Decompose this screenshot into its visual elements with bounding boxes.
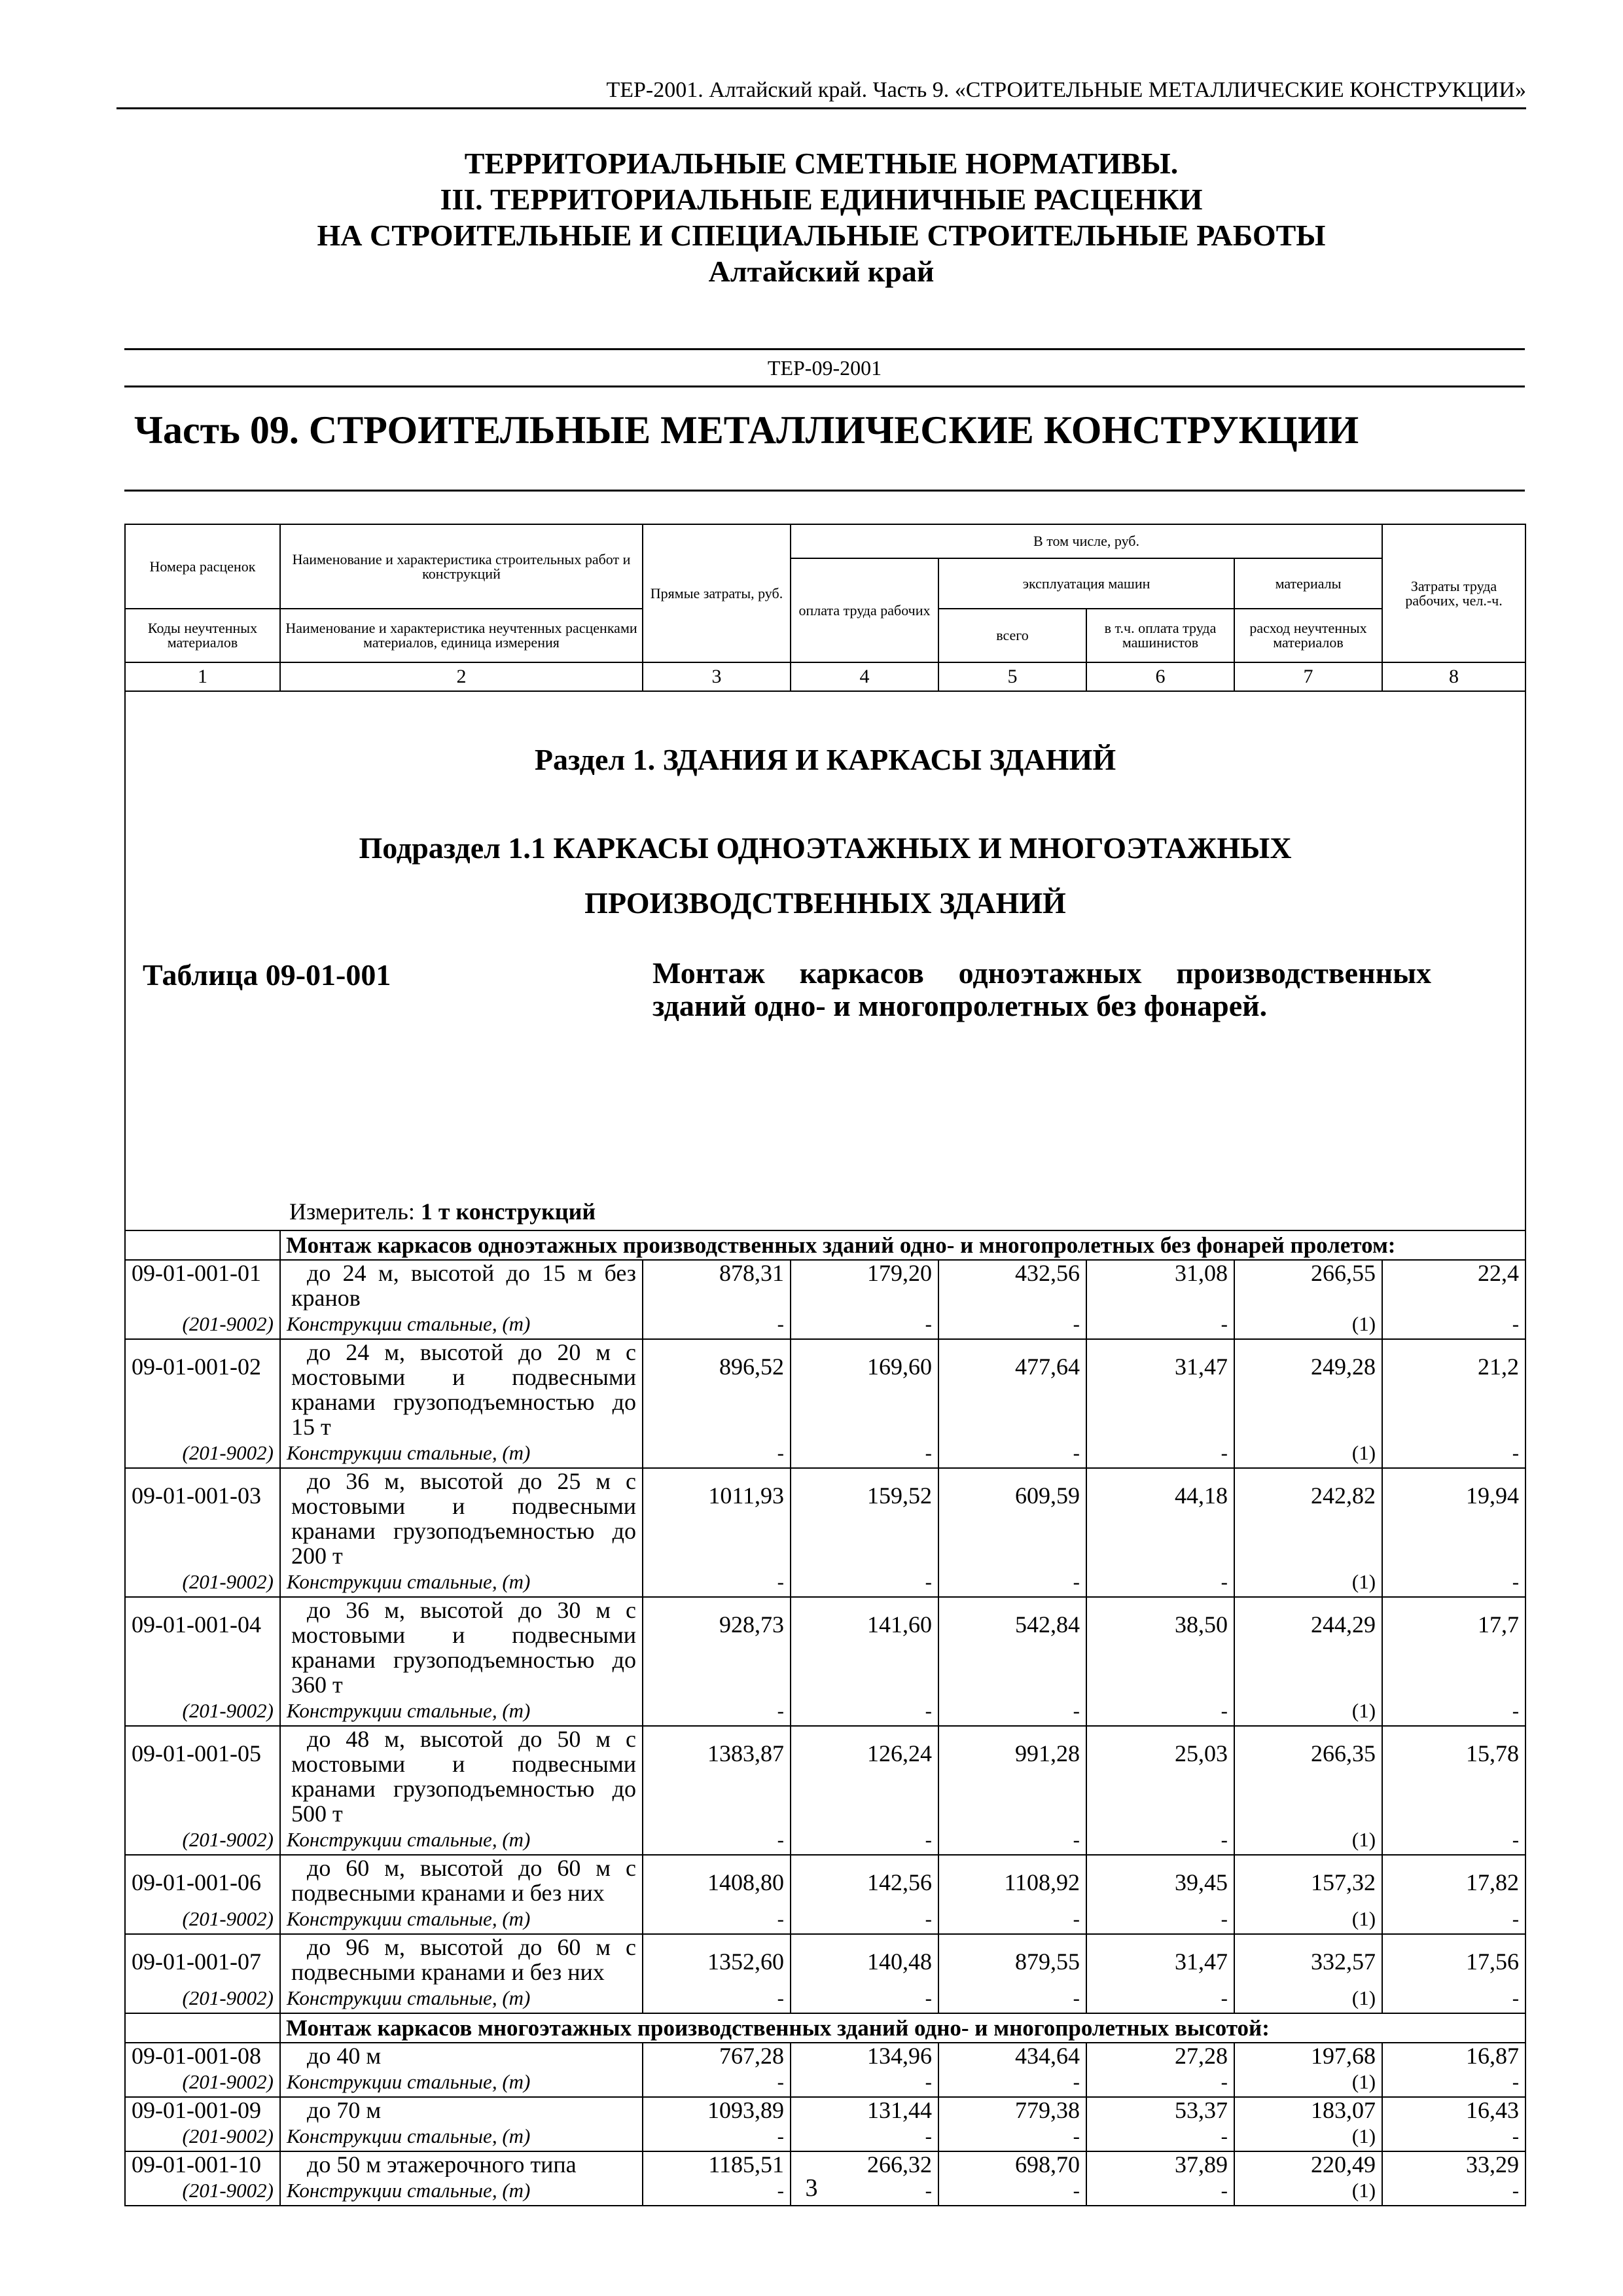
material-hours: - bbox=[1382, 1439, 1525, 1468]
rate-code: 09-01-001-10 bbox=[125, 2151, 280, 2177]
work-description: до 24 м, высотой до 15 м без кранов bbox=[280, 1260, 643, 1310]
labor-pay: 140,48 bbox=[791, 1934, 938, 1984]
material-direct: - bbox=[643, 1310, 791, 1339]
materials-cost: 332,57 bbox=[1234, 1934, 1382, 1984]
materials-cost: 183,07 bbox=[1234, 2097, 1382, 2123]
direct-costs: 928,73 bbox=[643, 1597, 791, 1697]
table-row bbox=[125, 1260, 1525, 1310]
material-code: (201-9002) bbox=[125, 1310, 280, 1339]
machines-total: 779,38 bbox=[938, 2097, 1086, 2123]
material-consumption: (1) bbox=[1234, 1439, 1382, 1468]
material-consumption: (1) bbox=[1234, 1984, 1382, 2013]
part-title: Часть 09. СТРОИТЕЛЬНЫЕ МЕТАЛЛИЧЕСКИЕ КОНСТРУКЦИИ bbox=[134, 408, 1359, 452]
table-row bbox=[125, 1468, 1525, 1568]
document-title-block bbox=[118, 145, 1525, 289]
material-hours: - bbox=[1382, 1984, 1525, 2013]
meter-value: 1 т конструкций bbox=[420, 1198, 596, 1225]
material-labor: - bbox=[791, 1568, 938, 1597]
labor-pay: 142,56 bbox=[791, 1855, 938, 1905]
header-labor-pay: оплата труда рабочих bbox=[791, 558, 938, 662]
column-number: 5 bbox=[938, 662, 1086, 691]
material-machines: - bbox=[938, 1439, 1086, 1468]
material-name: Конструкции стальные, (т) bbox=[280, 1568, 643, 1597]
title-line-4: Алтайский край bbox=[708, 255, 935, 288]
material-direct: - bbox=[643, 1568, 791, 1597]
rate-code: 09-01-001-01 bbox=[125, 1260, 280, 1310]
table-row bbox=[125, 1597, 1525, 1697]
material-machines: - bbox=[938, 2068, 1086, 2097]
part-title-rule bbox=[124, 490, 1525, 492]
title-line-1: ТЕРРИТОРИАЛЬНЫЕ СМЕТНЫЕ НОРМАТИВЫ. bbox=[464, 147, 1179, 180]
subsection-title-line-2: ПРОИЗВОДСТВЕННЫХ ЗДАНИЙ bbox=[584, 886, 1066, 920]
materials-cost: 220,49 bbox=[1234, 2151, 1382, 2177]
material-labor: - bbox=[791, 1905, 938, 1934]
material-machines: - bbox=[938, 1984, 1086, 2013]
document-code: ТЕР-09-2001 bbox=[124, 348, 1525, 387]
rate-code: 09-01-001-07 bbox=[125, 1934, 280, 1984]
material-labor: - bbox=[791, 2068, 938, 2097]
labor-hours: 22,4 bbox=[1382, 1260, 1525, 1310]
header-machine-operation: эксплуатация машин bbox=[938, 558, 1234, 609]
column-number: 3 bbox=[643, 662, 791, 691]
material-hours: - bbox=[1382, 1905, 1525, 1934]
header-materials: материалы bbox=[1234, 558, 1382, 609]
operators-pay: 44,18 bbox=[1086, 1468, 1234, 1568]
page-number: 3 bbox=[805, 2174, 818, 2202]
header-rate-numbers: Номера расценок bbox=[125, 524, 280, 609]
material-machines: - bbox=[938, 1568, 1086, 1597]
labor-hours: 16,43 bbox=[1382, 2097, 1525, 2123]
material-consumption: (1) bbox=[1234, 2123, 1382, 2151]
labor-pay: 179,20 bbox=[791, 1260, 938, 1310]
title-line-2: III. ТЕРРИТОРИАЛЬНЫЕ ЕДИНИЧНЫЕ РАСЦЕНКИ bbox=[440, 183, 1203, 216]
material-machines: - bbox=[938, 1826, 1086, 1855]
material-name: Конструкции стальные, (т) bbox=[280, 2068, 643, 2097]
material-labor: - bbox=[791, 1310, 938, 1339]
rate-code: 09-01-001-09 bbox=[125, 2097, 280, 2123]
material-code: (201-9002) bbox=[125, 1697, 280, 1726]
direct-costs: 1408,80 bbox=[643, 1855, 791, 1905]
material-direct: - bbox=[643, 1905, 791, 1934]
column-number: 7 bbox=[1234, 662, 1382, 691]
labor-pay: 141,60 bbox=[791, 1597, 938, 1697]
group-row-spacer bbox=[125, 1230, 280, 1260]
material-machines: - bbox=[938, 2177, 1086, 2206]
work-description: до 40 м bbox=[280, 2043, 643, 2068]
table-row bbox=[125, 2043, 1525, 2068]
labor-pay: 159,52 bbox=[791, 1468, 938, 1568]
column-number: 6 bbox=[1086, 662, 1234, 691]
material-hours: - bbox=[1382, 2177, 1525, 2206]
material-labor: - bbox=[791, 1697, 938, 1726]
labor-hours: 17,56 bbox=[1382, 1934, 1525, 1984]
material-hours: - bbox=[1382, 2123, 1525, 2151]
material-code: (201-9002) bbox=[125, 1439, 280, 1468]
material-code: (201-9002) bbox=[125, 2068, 280, 2097]
labor-hours: 16,87 bbox=[1382, 2043, 1525, 2068]
materials-cost: 266,35 bbox=[1234, 1726, 1382, 1826]
operators-pay: 31,47 bbox=[1086, 1339, 1234, 1439]
material-hours: - bbox=[1382, 1310, 1525, 1339]
material-direct: - bbox=[643, 1697, 791, 1726]
material-direct: - bbox=[643, 1439, 791, 1468]
material-name: Конструкции стальные, (т) bbox=[280, 1439, 643, 1468]
material-name: Конструкции стальные, (т) bbox=[280, 2177, 643, 2206]
material-machines: - bbox=[938, 2123, 1086, 2151]
subsection-title bbox=[126, 821, 1525, 931]
material-hours: - bbox=[1382, 1568, 1525, 1597]
material-labor: - bbox=[791, 2177, 938, 2206]
labor-pay: 126,24 bbox=[791, 1726, 938, 1826]
operators-pay: 31,08 bbox=[1086, 1260, 1234, 1310]
material-hours: - bbox=[1382, 1697, 1525, 1726]
machines-total: 434,64 bbox=[938, 2043, 1086, 2068]
group-title: Монтаж каркасов многоэтажных производственных зданий одно- и многопролетных высотой: bbox=[280, 2013, 1525, 2043]
material-consumption: (1) bbox=[1234, 1697, 1382, 1726]
direct-costs: 878,31 bbox=[643, 1260, 791, 1310]
header-labor-costs: Затраты труда рабочих, чел.-ч. bbox=[1382, 524, 1525, 662]
material-operators: - bbox=[1086, 1984, 1234, 2013]
material-operators: - bbox=[1086, 1826, 1234, 1855]
material-name: Конструкции стальные, (т) bbox=[280, 1310, 643, 1339]
operators-pay: 27,28 bbox=[1086, 2043, 1234, 2068]
direct-costs: 1352,60 bbox=[643, 1934, 791, 1984]
material-direct: - bbox=[643, 2177, 791, 2206]
direct-costs: 1383,87 bbox=[643, 1726, 791, 1826]
operators-pay: 31,47 bbox=[1086, 1934, 1234, 1984]
material-operators: - bbox=[1086, 1697, 1234, 1726]
table-row bbox=[125, 1855, 1525, 1905]
material-operators: - bbox=[1086, 2177, 1234, 2206]
material-row bbox=[125, 1905, 1525, 1934]
rate-code: 09-01-001-03 bbox=[125, 1468, 280, 1568]
header-unaccounted-consumption: расход неучтенных материалов bbox=[1234, 609, 1382, 662]
material-direct: - bbox=[643, 1984, 791, 2013]
header-unaccounted-codes: Коды неучтенных материалов bbox=[125, 609, 280, 662]
material-row bbox=[125, 1984, 1525, 2013]
rate-code: 09-01-001-04 bbox=[125, 1597, 280, 1697]
group-row bbox=[125, 2013, 1525, 2043]
material-code: (201-9002) bbox=[125, 2123, 280, 2151]
machines-total: 991,28 bbox=[938, 1726, 1086, 1826]
group-row-spacer bbox=[125, 2013, 280, 2043]
operators-pay: 37,89 bbox=[1086, 2151, 1234, 2177]
material-name: Конструкции стальные, (т) bbox=[280, 1905, 643, 1934]
table-description: Монтаж каркасов одноэтажных производственных зданий одно- и многопролетных без фонарей. bbox=[652, 956, 1431, 1022]
header-work-name: Наименование и характеристика строительных работ и конструкций bbox=[280, 524, 643, 609]
material-operators: - bbox=[1086, 2123, 1234, 2151]
operators-pay: 38,50 bbox=[1086, 1597, 1234, 1697]
work-description: до 60 м, высотой до 60 м с подвесными кранами и без них bbox=[280, 1855, 643, 1905]
meter-label: Измеритель: bbox=[289, 1198, 421, 1225]
rate-code: 09-01-001-05 bbox=[125, 1726, 280, 1826]
material-row bbox=[125, 1568, 1525, 1597]
labor-hours: 17,82 bbox=[1382, 1855, 1525, 1905]
work-description: до 70 м bbox=[280, 2097, 643, 2123]
material-direct: - bbox=[643, 2068, 791, 2097]
column-number: 1 bbox=[125, 662, 280, 691]
material-machines: - bbox=[938, 1697, 1086, 1726]
material-consumption: (1) bbox=[1234, 1905, 1382, 1934]
material-labor: - bbox=[791, 2123, 938, 2151]
work-description: до 24 м, высотой до 20 м с мостовыми и подвесными кранами грузоподъемностью до 15 т bbox=[280, 1339, 643, 1439]
machines-total: 1108,92 bbox=[938, 1855, 1086, 1905]
material-labor: - bbox=[791, 1984, 938, 2013]
column-number: 2 bbox=[280, 662, 643, 691]
material-machines: - bbox=[938, 1310, 1086, 1339]
labor-hours: 17,7 bbox=[1382, 1597, 1525, 1697]
table-row bbox=[125, 2097, 1525, 2123]
material-operators: - bbox=[1086, 2068, 1234, 2097]
material-labor: - bbox=[791, 1439, 938, 1468]
machines-total: 477,64 bbox=[938, 1339, 1086, 1439]
material-row bbox=[125, 1310, 1525, 1339]
work-description: до 36 м, высотой до 25 м с мостовыми и подвесными кранами грузоподъемностью до 200 т bbox=[280, 1468, 643, 1568]
material-consumption: (1) bbox=[1234, 2177, 1382, 2206]
title-line-3: НА СТРОИТЕЛЬНЫЕ И СПЕЦИАЛЬНЫЕ СТРОИТЕЛЬНЫЕ РАБОТЫ bbox=[317, 219, 1326, 252]
header-unaccounted-name: Наименование и характеристика неучтенных расценками материалов, единица измерения bbox=[280, 609, 643, 662]
material-labor: - bbox=[791, 1826, 938, 1855]
operators-pay: 53,37 bbox=[1086, 2097, 1234, 2123]
material-operators: - bbox=[1086, 1310, 1234, 1339]
material-row bbox=[125, 1826, 1525, 1855]
machines-total: 698,70 bbox=[938, 2151, 1086, 2177]
material-row bbox=[125, 2123, 1525, 2151]
rate-code: 09-01-001-02 bbox=[125, 1339, 280, 1439]
direct-costs: 1011,93 bbox=[643, 1468, 791, 1568]
machines-total: 542,84 bbox=[938, 1597, 1086, 1697]
material-operators: - bbox=[1086, 1439, 1234, 1468]
labor-hours: 15,78 bbox=[1382, 1726, 1525, 1826]
machines-total: 879,55 bbox=[938, 1934, 1086, 1984]
material-hours: - bbox=[1382, 1826, 1525, 1855]
material-direct: - bbox=[643, 1826, 791, 1855]
material-operators: - bbox=[1086, 1568, 1234, 1597]
material-code: (201-9002) bbox=[125, 1905, 280, 1934]
header-total: всего bbox=[938, 609, 1086, 662]
section-heading-block bbox=[125, 691, 1525, 1230]
material-code: (201-9002) bbox=[125, 1826, 280, 1855]
table-row bbox=[125, 1339, 1525, 1439]
materials-cost: 157,32 bbox=[1234, 1855, 1382, 1905]
materials-cost: 244,29 bbox=[1234, 1597, 1382, 1697]
direct-costs: 1185,51 bbox=[643, 2151, 791, 2177]
group-row bbox=[125, 1230, 1525, 1260]
material-consumption: (1) bbox=[1234, 1568, 1382, 1597]
rate-code: 09-01-001-08 bbox=[125, 2043, 280, 2068]
subsection-title-line-1: Подраздел 1.1 КАРКАСЫ ОДНОЭТАЖНЫХ И МНОГОЭТАЖНЫХ bbox=[359, 831, 1292, 865]
material-code: (201-9002) bbox=[125, 1984, 280, 2013]
material-row bbox=[125, 2068, 1525, 2097]
labor-hours: 21,2 bbox=[1382, 1339, 1525, 1439]
materials-cost: 197,68 bbox=[1234, 2043, 1382, 2068]
material-name: Конструкции стальные, (т) bbox=[280, 1984, 643, 2013]
direct-costs: 767,28 bbox=[643, 2043, 791, 2068]
column-number: 4 bbox=[791, 662, 938, 691]
material-consumption: (1) bbox=[1234, 2068, 1382, 2097]
machines-total: 432,56 bbox=[938, 1260, 1086, 1310]
operators-pay: 25,03 bbox=[1086, 1726, 1234, 1826]
labor-pay: 169,60 bbox=[791, 1339, 938, 1439]
direct-costs: 896,52 bbox=[643, 1339, 791, 1439]
header-incl-operators: в т.ч. оплата труда машинистов bbox=[1086, 609, 1234, 662]
material-name: Конструкции стальные, (т) bbox=[280, 2123, 643, 2151]
material-machines: - bbox=[938, 1905, 1086, 1934]
group-title: Монтаж каркасов одноэтажных производственных зданий одно- и многопролетных без фонарей пролетом: bbox=[280, 1230, 1525, 1260]
material-row bbox=[125, 1439, 1525, 1468]
work-description: до 36 м, высотой до 30 м с мостовыми и подвесными кранами грузоподъемностью до 360 т bbox=[280, 1597, 643, 1697]
work-description: до 48 м, высотой до 50 м с мостовыми и подвесными кранами грузоподъемностью до 500 т bbox=[280, 1726, 643, 1826]
material-hours: - bbox=[1382, 2068, 1525, 2097]
materials-cost: 266,55 bbox=[1234, 1260, 1382, 1310]
table-row bbox=[125, 1934, 1525, 1984]
material-name: Конструкции стальные, (т) bbox=[280, 1697, 643, 1726]
work-description: до 96 м, высотой до 60 м с подвесными кранами и без них bbox=[280, 1934, 643, 1984]
materials-cost: 242,82 bbox=[1234, 1468, 1382, 1568]
labor-pay: 266,32 bbox=[791, 2151, 938, 2177]
material-consumption: (1) bbox=[1234, 1826, 1382, 1855]
running-header: ТЕР-2001. Алтайский край. Часть 9. «СТРОИТЕЛЬНЫЕ МЕТАЛЛИЧЕСКИЕ КОНСТРУКЦИИ» bbox=[116, 73, 1526, 109]
material-row bbox=[125, 1697, 1525, 1726]
rates-table bbox=[124, 524, 1526, 2206]
table-label: Таблица 09-01-001 bbox=[143, 958, 391, 992]
labor-pay: 131,44 bbox=[791, 2097, 938, 2123]
work-description: до 50 м этажерочного типа bbox=[280, 2151, 643, 2177]
material-direct: - bbox=[643, 2123, 791, 2151]
header-in-total: В том числе, руб. bbox=[791, 524, 1382, 558]
material-code: (201-9002) bbox=[125, 1568, 280, 1597]
operators-pay: 39,45 bbox=[1086, 1855, 1234, 1905]
material-name: Конструкции стальные, (т) bbox=[280, 1826, 643, 1855]
section-title: Раздел 1. ЗДАНИЯ И КАРКАСЫ ЗДАНИЙ bbox=[534, 743, 1116, 776]
header-direct-costs: Прямые затраты, руб. bbox=[643, 524, 791, 662]
material-operators: - bbox=[1086, 1905, 1234, 1934]
machines-total: 609,59 bbox=[938, 1468, 1086, 1568]
column-number: 8 bbox=[1382, 662, 1525, 691]
direct-costs: 1093,89 bbox=[643, 2097, 791, 2123]
rate-code: 09-01-001-06 bbox=[125, 1855, 280, 1905]
labor-pay: 134,96 bbox=[791, 2043, 938, 2068]
labor-hours: 19,94 bbox=[1382, 1468, 1525, 1568]
meter-line bbox=[289, 1197, 596, 1226]
labor-hours: 33,29 bbox=[1382, 2151, 1525, 2177]
table-row bbox=[125, 1726, 1525, 1826]
materials-cost: 249,28 bbox=[1234, 1339, 1382, 1439]
material-consumption: (1) bbox=[1234, 1310, 1382, 1339]
material-code: (201-9002) bbox=[125, 2177, 280, 2206]
